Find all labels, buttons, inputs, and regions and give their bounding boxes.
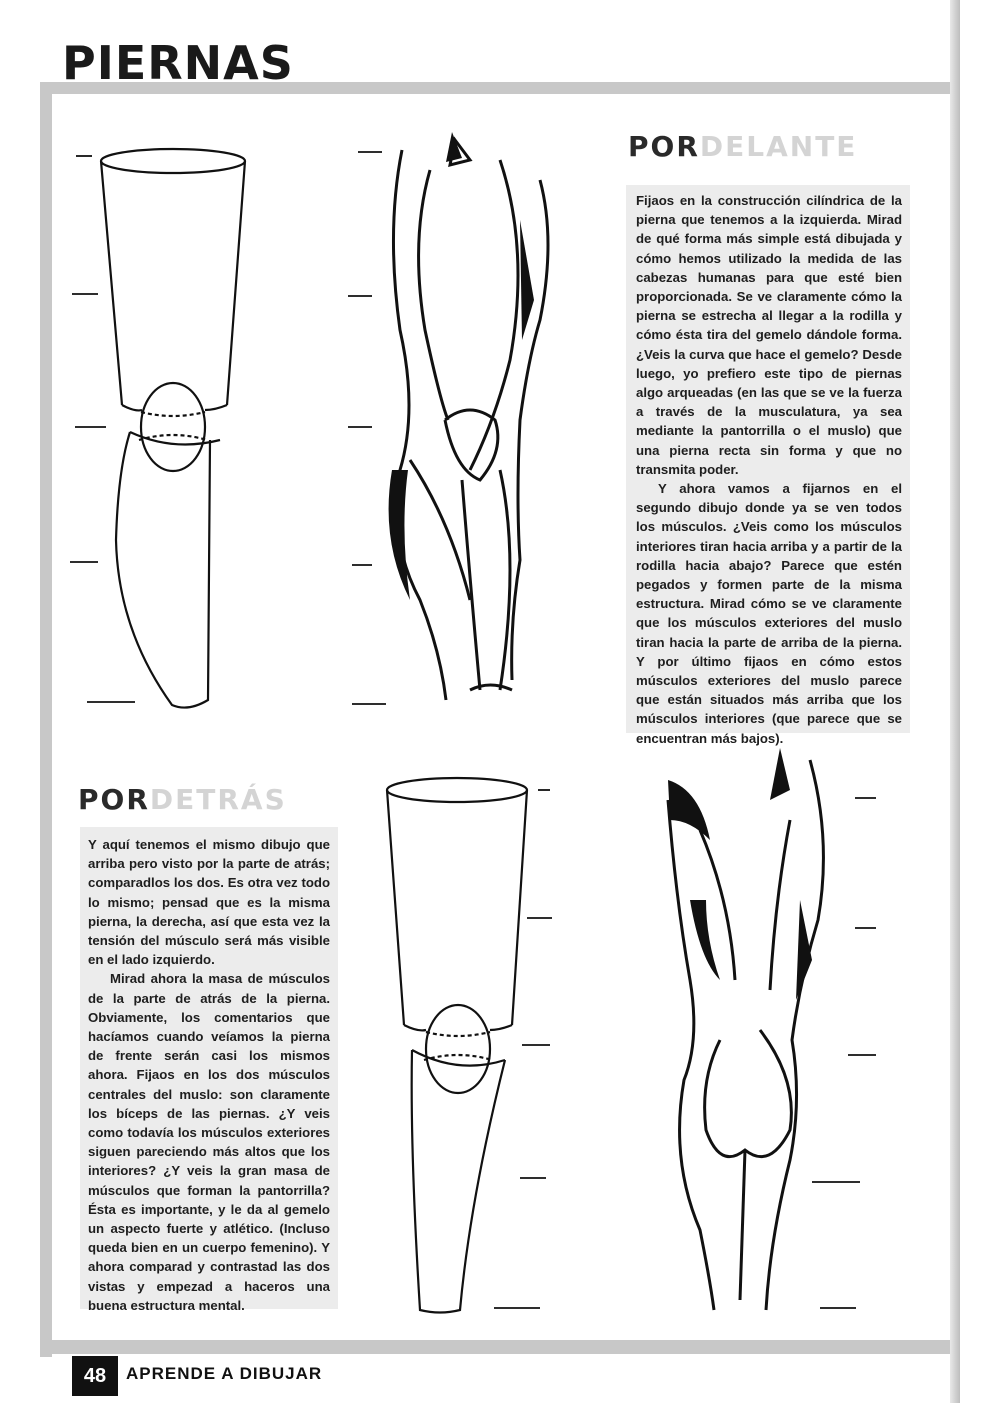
back-paragraph-2: Mirad ahora la masa de músculos de la parte de atrás de la pierna. Obviamente, los comentarios que hacíamos cuando veíamos la pierna de frente serán casi los mismos ahora. Fijaos en los dos músculos centrales del muslo: son claramente los bíceps de las piernas. ¿Y veis como todavía los músculos exteriores siguen pareciendo más altos que los interiores? ¿Y veis la gran masa de músculos que forman la pantorrilla? Ésta es importante, y le da al gemelo un aspecto fuerte y atlético. (Incluso queda bien en un cuerpo femenino). Y ahora comparad y contrastad las dos vistas y empezad a haceros una buena estructura mental. [88,971,330,1313]
back-heading-light: DETRÁS [149,783,287,816]
front-paragraph-2: Y ahora vamos a fijarnos en el segundo dibujo donde ya se ven todos los músculos. ¿Veis como los músculos interiores tiran hacia arriba y a partir de la rodilla hacia abajo? Parece que estén pegados y formen parte de la misma estructura. Mirad cómo se ve claramente que los músculos exteriores del muslo tiran hacia la parte de arriba de la pierna. Y por último fijaos en cómo estos músculos exteriores del muslo parece que están situados más arriba que los músculos interiores (que parece que se encuentran más bajos). [636,481,902,746]
front-paragraph-1: Fijaos en la construcción cilíndrica de la pierna que tenemos a la izquierda. Mirad de qué forma más simple está dibujada y cómo hemos utilizado la medida de las cabezas humanas para que esté bien proporcionada. Se ve claramente cómo la pierna se estrecha al llegar a la rodilla y cómo ésta tira del gemelo dándole forma. ¿Veis la curva que hace el gemelo? Desde luego, yo prefiero este tipo de piernas algo arqueadas (en las que se ve la fuerza a través de la musculatura, ya sea mediante la pantorrilla o el muslo) que una pierna recta sin forma y que no transmita poder. [636,193,902,477]
page-title: PIERNAS [62,36,294,90]
front-heading-dark: POR [628,130,700,163]
magazine-title: APRENDE A DIBUJAR [126,1364,323,1383]
back-paragraph-1: Y aquí tenemos el mismo dibujo que arriba pero visto por la parte de atrás; comparadlos los dos. Es otra vez todo lo mismo; pensad que es la misma pierna, la derecha, así que esta vez la tensión del músculo será más visible en el lado izquierdo. [88,837,330,968]
page-number-badge: 48 [72,1356,118,1396]
back-heading-dark: POR [78,783,150,816]
front-heading-light: DELANTE [699,130,858,163]
